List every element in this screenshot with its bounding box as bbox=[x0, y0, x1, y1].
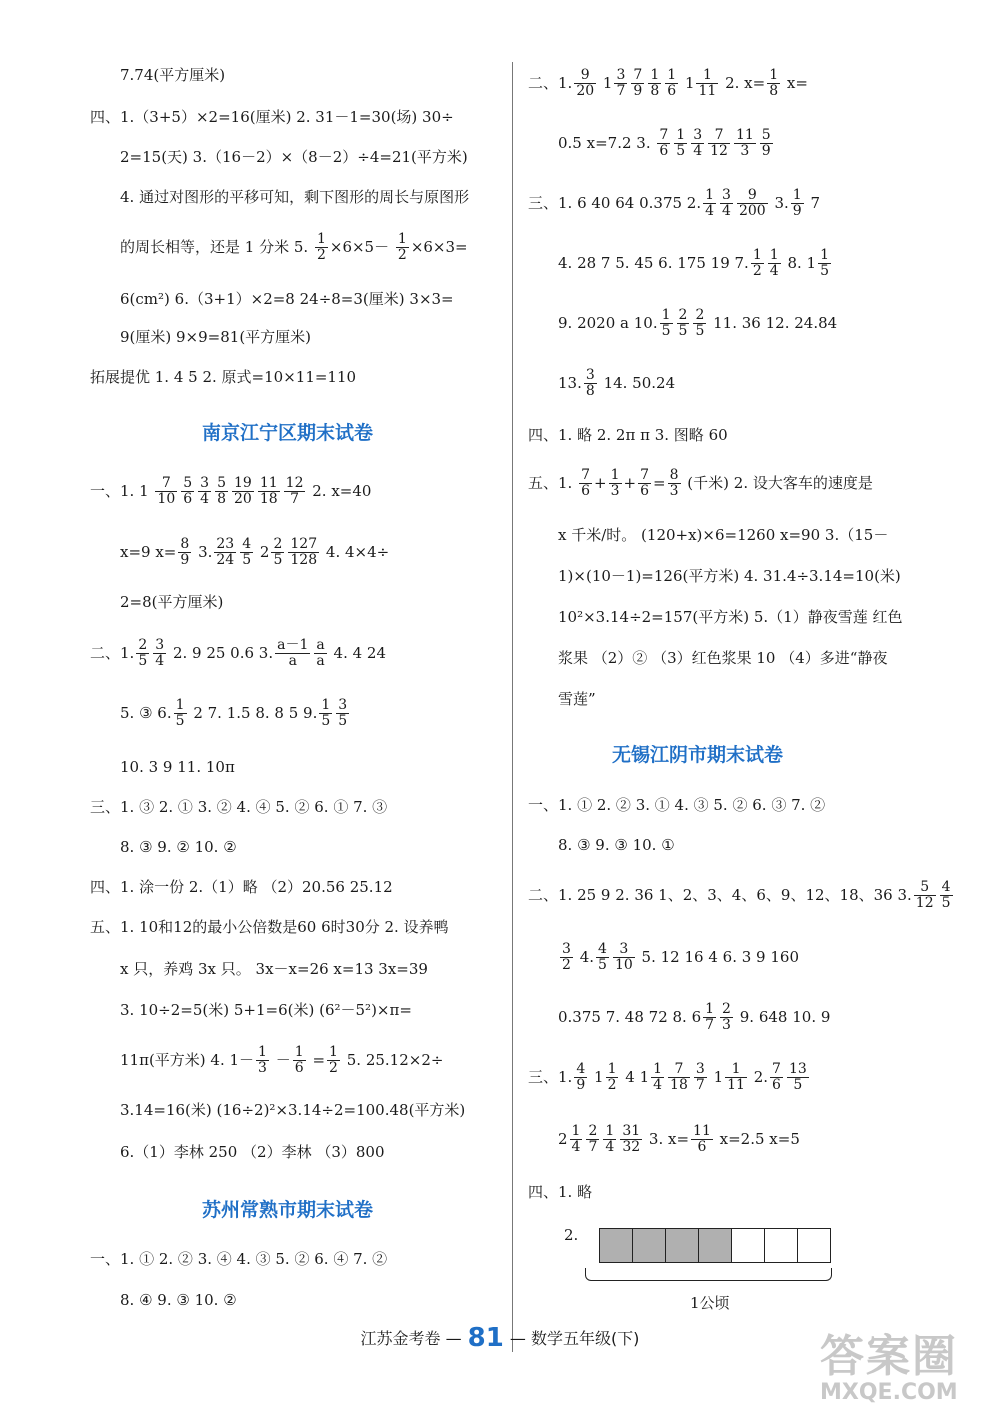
denominator: 7 bbox=[588, 1139, 598, 1156]
fraction bbox=[613, 942, 635, 974]
fraction bbox=[725, 1062, 747, 1094]
denominator: 12 bbox=[710, 143, 728, 160]
answer-line: 2=15(天) 3.（16－2）×（8－2）÷4=21(平方米) bbox=[120, 148, 468, 166]
denominator: 4 bbox=[722, 203, 731, 220]
numerator: 3 bbox=[338, 697, 348, 713]
answer-line: 2. bbox=[564, 1226, 579, 1244]
answer-line: 9(厘米) 9×9=81(平方厘米) bbox=[120, 328, 312, 346]
denominator: 5 bbox=[598, 957, 607, 974]
numerator: 7 bbox=[659, 127, 669, 143]
fraction bbox=[657, 128, 670, 160]
numerator: 7 bbox=[581, 467, 591, 483]
denominator: 5 bbox=[820, 263, 829, 280]
numerator: 2 bbox=[273, 536, 283, 552]
denominator: 2 bbox=[397, 247, 407, 264]
section-title: 南京江宁区期末试卷 bbox=[202, 422, 374, 444]
numerator: 11 bbox=[259, 475, 278, 491]
fraction bbox=[155, 476, 177, 508]
answer-line: 雪莲” bbox=[558, 690, 596, 708]
answer-line: 6.（1）李林 250 （2）李林 （3）800 bbox=[120, 1143, 385, 1161]
fraction bbox=[674, 128, 687, 160]
fraction bbox=[693, 308, 706, 340]
fraction bbox=[620, 1124, 642, 1156]
fraction bbox=[734, 128, 756, 160]
answer-line: 3.14=16(米) (16÷2)²×3.14÷2=100.48(平方米) bbox=[120, 1101, 466, 1119]
numerator: 3 bbox=[585, 367, 595, 383]
dash: — bbox=[445, 1329, 462, 1348]
answer-line: 8. ③ 9. ② 10. ② bbox=[120, 838, 237, 856]
column-divider bbox=[512, 62, 513, 1352]
numerator: 7 bbox=[155, 476, 177, 492]
denominator: 7 bbox=[695, 1077, 705, 1094]
fraction bbox=[584, 368, 597, 400]
numerator: 4 bbox=[598, 941, 607, 957]
denominator: 128 bbox=[290, 552, 318, 569]
answer-line: 2 $\frac{1}{4}$ $\frac{2}{7}$ $\frac{1}{4}$ $\frac{31}{32}$ 3. x= $\frac{11}{6}$ x=2.5 x=5 bbox=[558, 1123, 800, 1156]
denominator: 5 bbox=[695, 323, 705, 340]
numerator: 3 bbox=[616, 67, 626, 83]
fraction bbox=[648, 68, 661, 100]
shaded-cell bbox=[665, 1228, 699, 1263]
numerator: 1 bbox=[792, 187, 802, 203]
answer-line: 13. $\frac{3}{8}$ 14. 50.24 bbox=[558, 367, 676, 400]
numerator: 2 bbox=[678, 307, 688, 323]
watermark-logo bbox=[820, 1320, 990, 1406]
answer-line: x 千米/时。 (120+x)×6=1260 x=90 3.（15－ bbox=[558, 526, 889, 544]
denominator: 24 bbox=[216, 552, 235, 569]
numerator: 3 bbox=[155, 637, 165, 653]
denominator: 5 bbox=[242, 552, 252, 569]
denominator: 6 bbox=[183, 491, 193, 508]
answer-line: 1)×(10－1)=126(平方米) 4. 31.4÷3.14=10(米) bbox=[558, 567, 901, 585]
denominator: 11 bbox=[727, 1077, 745, 1094]
denominator: 6 bbox=[697, 1139, 707, 1156]
numerator: 1 bbox=[696, 68, 718, 84]
numerator: 8 bbox=[180, 536, 190, 552]
fraction bbox=[691, 1124, 713, 1156]
fraction bbox=[665, 68, 678, 100]
fraction bbox=[703, 188, 716, 220]
fraction bbox=[178, 537, 191, 569]
numerator: 23 bbox=[216, 536, 235, 552]
fraction bbox=[708, 128, 730, 160]
numerator: 5 bbox=[217, 475, 226, 491]
denominator: 7 bbox=[705, 1017, 715, 1034]
denominator: 2 bbox=[607, 1077, 617, 1094]
denominator: 32 bbox=[622, 1139, 641, 1156]
section-title: 无锡江阴市期末试卷 bbox=[612, 744, 784, 766]
brace-shape bbox=[585, 1268, 832, 1281]
answer-line: x 只，养鸡 3x 只。 3x－x=26 x=13 3x=39 bbox=[120, 960, 428, 978]
denominator: 10 bbox=[157, 491, 176, 508]
numerator: 7 bbox=[708, 128, 730, 144]
answer-line: 二、1. $\frac{2}{5}$ $\frac{3}{4}$ 2. 9 25 0.6 3. $\frac{a-1}{a}$ $\frac{a}{a}$ 4. 4 24 bbox=[90, 637, 387, 670]
numerator: 1 bbox=[175, 697, 185, 713]
denominator: 7 bbox=[616, 83, 626, 100]
numerator: 7 bbox=[633, 67, 643, 83]
hectare-diagram bbox=[600, 1228, 834, 1263]
answer-line: 4. 28 7 5. 45 6. 175 19 7. $\frac{1}{2}$ $\frac{1}{4}$ 8. 1 $\frac{1}{5}$ bbox=[558, 247, 829, 280]
answer-line: 7.74(平方厘米) bbox=[120, 66, 226, 84]
answer-line: 一、1. 1 $\frac{7}{10}$ $\frac{5}{6}$ $\frac{3}{4}$ $\frac{5}{8}$ $\frac{19}{20}$ $\frac{11}{18}$ $\frac{12}{7}$ 2. x=40 bbox=[90, 475, 372, 508]
fraction bbox=[638, 468, 651, 500]
answer-line: 四、1. 略 bbox=[528, 1183, 593, 1201]
fraction bbox=[940, 880, 953, 912]
answer-line: 3. 10÷2=5(米) 5+1=6(米) (6²－5²)×π= bbox=[120, 1001, 412, 1019]
numerator: 13 bbox=[788, 1061, 807, 1077]
numerator: 5 bbox=[183, 475, 193, 491]
fraction bbox=[677, 308, 690, 340]
denominator: 10 bbox=[614, 957, 633, 974]
fraction bbox=[631, 68, 644, 100]
numerator: 1 bbox=[571, 1123, 581, 1139]
fraction bbox=[660, 308, 673, 340]
numerator: 1 bbox=[667, 67, 677, 83]
numerator: 1 bbox=[676, 127, 686, 143]
empty-cell bbox=[797, 1228, 831, 1263]
answer-line: 的周长相等，还是 1 分米 5. $\frac{1}{2}$ ×6×5－ $\frac{1}{2}$ ×6×3= bbox=[120, 231, 468, 264]
denominator: 5 bbox=[661, 323, 671, 340]
numerator: 2 bbox=[138, 637, 148, 653]
denominator: 3 bbox=[669, 483, 679, 500]
denominator: 5 bbox=[338, 713, 348, 730]
answer-line: $\frac{3}{2}$ 4. $\frac{4}{5}$ $\frac{3}{10}$ 5. 12 16 4 6. 3 9 160 bbox=[562, 941, 799, 974]
denominator: 2 bbox=[329, 1060, 338, 1077]
answer-line: 4. 通过对图形的平移可知，剩下图形的周长与原图形 bbox=[120, 188, 470, 206]
fraction bbox=[232, 476, 254, 508]
fraction bbox=[668, 468, 681, 500]
numerator: a－1 bbox=[277, 637, 309, 653]
numerator: a bbox=[316, 637, 325, 653]
fraction bbox=[315, 232, 328, 264]
fraction bbox=[737, 188, 768, 220]
fraction bbox=[271, 537, 284, 569]
fraction bbox=[240, 537, 253, 569]
fraction bbox=[574, 68, 596, 100]
denominator: 4 bbox=[693, 143, 703, 160]
numerator: 1 bbox=[321, 697, 331, 713]
fraction bbox=[586, 1124, 599, 1156]
fraction bbox=[791, 188, 804, 220]
empty-cell bbox=[764, 1228, 798, 1263]
fraction bbox=[256, 1045, 269, 1077]
answer-line: 11π(平方米) 4. 1－ $\frac{1}{3}$ － $\frac{1}{6}$ = $\frac{1}{2}$ 5. 25.12×2÷ bbox=[120, 1044, 444, 1077]
numerator: 5 bbox=[761, 127, 771, 143]
answer-line: 二、1. 25 9 2. 36 1、2、3、4、6、9、12、18、36 3. $\frac{5}{12}$ $\frac{4}{5}$ bbox=[528, 879, 951, 912]
denominator: 8 bbox=[650, 83, 660, 100]
dash: — bbox=[509, 1329, 526, 1348]
denominator: 9 bbox=[576, 1077, 586, 1094]
denominator: 6 bbox=[581, 483, 591, 500]
answer-line: 五、1. $\frac{7}{6}$ + $\frac{1}{3}$ + $\frac{7}{6}$ = $\frac{8}{3}$ (千米) 2. 设大客车的速度是 bbox=[528, 467, 873, 500]
fraction bbox=[703, 1002, 716, 1034]
page-number: 81 bbox=[467, 1323, 504, 1353]
fraction bbox=[720, 1002, 733, 1034]
answer-line: 0.5 x=7.2 3. $\frac{7}{6}$ $\frac{1}{5}$ $\frac{3}{4}$ $\frac{7}{12}$ $\frac{11}{3}$ $\frac{5}{9}$ bbox=[558, 127, 771, 160]
fraction bbox=[767, 68, 780, 100]
numerator: 1 bbox=[610, 467, 620, 483]
fraction bbox=[174, 698, 187, 730]
numerator: 1 bbox=[650, 67, 660, 83]
numerator: 4 bbox=[941, 879, 951, 895]
fraction bbox=[768, 248, 781, 280]
empty-cell bbox=[731, 1228, 765, 1263]
denominator: 18 bbox=[259, 491, 278, 508]
denominator: 200 bbox=[738, 203, 766, 220]
answer-line: 10²×3.14÷2=157(平方米) 5.（1）静夜雪莲 红色 bbox=[558, 608, 903, 626]
fraction bbox=[787, 1062, 809, 1094]
denominator: 8 bbox=[217, 491, 226, 508]
denominator: 4 bbox=[155, 653, 165, 670]
fraction bbox=[293, 1045, 306, 1077]
numerator: 1 bbox=[705, 187, 715, 203]
fraction bbox=[694, 1062, 707, 1094]
answer-line: 三、1. 6 40 64 0.375 2. $\frac{1}{4}$ $\frac{3}{4}$ $\frac{9}{200}$ 3. $\frac{1}{9}$ 7 bbox=[528, 187, 821, 220]
denominator: 20 bbox=[576, 83, 595, 100]
denominator: 4 bbox=[571, 1139, 581, 1156]
numerator: 1 bbox=[752, 247, 762, 263]
fraction bbox=[579, 468, 592, 500]
numerator: 3 bbox=[200, 475, 210, 491]
answer-line: 0.375 7. 48 72 8. 6 $\frac{1}{7}$ $\frac{2}{3}$ 9. 648 10. 9 bbox=[558, 1001, 831, 1034]
fraction bbox=[215, 476, 228, 508]
numerator: 11 bbox=[693, 1123, 711, 1139]
fraction bbox=[914, 880, 936, 912]
numerator: 1 bbox=[294, 1044, 304, 1060]
answer-line: 8. ③ 9. ③ 10. ① bbox=[558, 836, 675, 854]
denominator: 2 bbox=[752, 263, 762, 280]
diagram-label: 1公顷 bbox=[690, 1294, 730, 1312]
answer-line: 一、1. ① 2. ② 3. ① 4. ③ 5. ② 6. ③ 7. ② bbox=[528, 796, 826, 814]
numerator: 9 bbox=[574, 68, 596, 84]
denominator: 4 bbox=[769, 263, 779, 280]
denominator: 7 bbox=[290, 491, 300, 508]
numerator: 3 bbox=[562, 941, 571, 957]
fraction bbox=[818, 248, 831, 280]
fraction bbox=[181, 476, 194, 508]
fraction bbox=[198, 476, 211, 508]
denominator: 4 bbox=[705, 203, 715, 220]
denominator: 18 bbox=[670, 1077, 688, 1094]
fraction bbox=[696, 68, 718, 100]
numerator: 1 bbox=[316, 231, 326, 247]
fraction bbox=[570, 1124, 583, 1156]
numerator: 12 bbox=[285, 475, 304, 491]
fraction bbox=[214, 537, 236, 569]
fraction bbox=[336, 698, 349, 730]
numerator: 31 bbox=[622, 1123, 641, 1139]
denominator: a bbox=[316, 653, 325, 670]
watermark-url: MXQE.COM bbox=[820, 1380, 958, 1405]
answer-line: 四、1. 涂一份 2.（1）略 （2）20.56 25.12 bbox=[90, 878, 393, 896]
fraction bbox=[284, 476, 306, 508]
fraction bbox=[136, 638, 149, 670]
numerator: 1 bbox=[258, 1044, 267, 1060]
denominator: 5 bbox=[175, 713, 185, 730]
answer-line: 一、1. ① 2. ② 3. ④ 4. ③ 5. ② 6. ④ 7. ② bbox=[90, 1250, 388, 1268]
numerator: 2 bbox=[695, 307, 705, 323]
fraction bbox=[760, 128, 773, 160]
denominator: 5 bbox=[678, 323, 688, 340]
answer-line: 四、1.（3+5）×2=16(厘米) 2. 31－1=30(场) 30÷ bbox=[90, 108, 454, 126]
numerator: 3 bbox=[722, 187, 731, 203]
fraction bbox=[603, 1124, 616, 1156]
denominator: 2 bbox=[316, 247, 326, 264]
numerator: 11 bbox=[735, 127, 754, 143]
numerator: 3 bbox=[693, 127, 703, 143]
watermark-text: 答案圈 bbox=[820, 1331, 958, 1382]
denominator: 6 bbox=[667, 83, 677, 100]
fraction bbox=[153, 638, 166, 670]
subject-label: 数学五年级(下) bbox=[530, 1329, 640, 1348]
numerator: 3 bbox=[613, 942, 635, 958]
numerator: 1 bbox=[661, 307, 671, 323]
denominator: 6 bbox=[640, 483, 650, 500]
answer-line: 三、1. $\frac{4}{9}$ 1 $\frac{1}{2}$ 4 1 $\frac{1}{4}$ $\frac{7}{18}$ $\frac{3}{7}$ 1 $\frac{1}{11}$ 2. $\frac{7}{6}$ $\frac{13}{5}$ bbox=[528, 1061, 807, 1094]
denominator: 8 bbox=[769, 83, 779, 100]
denominator: 5 bbox=[676, 143, 686, 160]
fraction bbox=[560, 942, 573, 974]
denominator: 5 bbox=[793, 1077, 803, 1094]
answer-line: 浆果 （2）② （3）红色浆果 10 （4）多进“静夜 bbox=[558, 649, 888, 667]
numerator: 1 bbox=[397, 231, 407, 247]
denominator: 3 bbox=[610, 483, 620, 500]
denominator: 6 bbox=[294, 1060, 304, 1077]
answer-line: 10. 3 9 11. 10π bbox=[120, 758, 235, 776]
fraction bbox=[751, 248, 764, 280]
denominator: 3 bbox=[740, 143, 750, 160]
answer-line: 二、1. $\frac{9}{20}$ 1 $\frac{3}{7}$ $\frac{7}{9}$ $\frac{1}{8}$ $\frac{1}{6}$ 1 $\frac{1}{11}$ 2. x= $\frac{1}{8}$ x= bbox=[528, 67, 808, 100]
answer-line: 5. ③ 6. $\frac{1}{5}$ 2 7. 1.5 8. 8 5 9. $\frac{1}{5}$ $\frac{3}{5}$ bbox=[120, 697, 348, 730]
fraction bbox=[319, 698, 332, 730]
denominator: 11 bbox=[698, 83, 717, 100]
book-title: 江苏金考卷 bbox=[360, 1329, 441, 1348]
numerator: 7 bbox=[772, 1061, 781, 1077]
numerator: 4 bbox=[576, 1061, 586, 1077]
denominator: 3 bbox=[722, 1017, 731, 1034]
answer-line: 8. ④ 9. ③ 10. ② bbox=[120, 1291, 237, 1309]
numerator: 127 bbox=[290, 536, 318, 552]
answer-line: 9. 2020 a 10. $\frac{1}{5}$ $\frac{2}{5}$ $\frac{2}{5}$ 11. 36 12. 24.84 bbox=[558, 307, 838, 340]
answer-line: 6(cm²) 6.（3+1）×2=8 24÷8=3(厘米) 3×3= bbox=[120, 290, 454, 308]
shaded-cell bbox=[632, 1228, 666, 1263]
numerator: 7 bbox=[668, 1062, 690, 1078]
numerator: 1 bbox=[769, 247, 779, 263]
numerator: 9 bbox=[737, 188, 768, 204]
fraction bbox=[668, 1062, 690, 1094]
fraction bbox=[720, 188, 733, 220]
answer-line: 拓展提优 1. 4 5 2. 原式=10×11=110 bbox=[90, 368, 357, 386]
denominator: a bbox=[288, 653, 297, 670]
denominator: 5 bbox=[321, 713, 331, 730]
answer-line: 四、1. 略 2. 2π π 3. 图略 60 bbox=[528, 426, 728, 444]
denominator: 4 bbox=[605, 1139, 615, 1156]
denominator: 9 bbox=[761, 143, 771, 160]
denominator: 4 bbox=[653, 1077, 663, 1094]
answer-line: 三、1. ③ 2. ① 3. ② 4. ④ 5. ② 6. ① 7. ③ bbox=[90, 798, 388, 816]
numerator: 3 bbox=[695, 1061, 705, 1077]
numerator: 1 bbox=[605, 1123, 615, 1139]
section-title: 苏州常熟市期末试卷 bbox=[202, 1199, 374, 1221]
numerator: 7 bbox=[640, 467, 650, 483]
fraction bbox=[609, 468, 622, 500]
shaded-cell bbox=[698, 1228, 732, 1263]
numerator: 4 bbox=[242, 536, 252, 552]
denominator: 5 bbox=[273, 552, 283, 569]
numerator: 1 bbox=[705, 1001, 715, 1017]
denominator: 2 bbox=[562, 957, 571, 974]
numerator: 2 bbox=[722, 1001, 731, 1017]
denominator: 6 bbox=[659, 143, 669, 160]
denominator: 3 bbox=[258, 1060, 267, 1077]
fraction bbox=[314, 638, 326, 670]
numerator: 1 bbox=[820, 247, 829, 263]
numerator: 1 bbox=[329, 1044, 338, 1060]
denominator: 4 bbox=[200, 491, 210, 508]
fraction bbox=[614, 68, 627, 100]
denominator: 5 bbox=[941, 895, 951, 912]
denominator: 12 bbox=[915, 895, 934, 912]
numerator: 5 bbox=[914, 880, 936, 896]
denominator: 6 bbox=[772, 1077, 781, 1094]
denominator: 20 bbox=[234, 491, 252, 508]
answer-line: 五、1. 10和12的最小公倍数是60 6时30分 2. 设养鸭 bbox=[90, 918, 449, 936]
fraction bbox=[258, 476, 280, 508]
fraction bbox=[327, 1045, 340, 1077]
numerator: 8 bbox=[669, 467, 679, 483]
denominator: 9 bbox=[792, 203, 802, 220]
numerator: 1 bbox=[653, 1061, 663, 1077]
fraction bbox=[596, 942, 609, 974]
numerator: 19 bbox=[234, 475, 252, 491]
fraction bbox=[275, 638, 310, 670]
answer-line: x=9 x= $\frac{8}{9}$ 3. $\frac{23}{24}$ $\frac{4}{5}$ 2 $\frac{2}{5}$ $\frac{127}{128}$ 4. 4×4÷ bbox=[120, 536, 390, 569]
fraction bbox=[770, 1062, 783, 1094]
fraction bbox=[691, 128, 704, 160]
denominator: 9 bbox=[180, 552, 190, 569]
numerator: 1 bbox=[725, 1062, 747, 1078]
fraction bbox=[606, 1062, 619, 1094]
numerator: 1 bbox=[607, 1061, 617, 1077]
fraction bbox=[288, 537, 319, 569]
fraction bbox=[651, 1062, 664, 1094]
denominator: 9 bbox=[633, 83, 643, 100]
denominator: 8 bbox=[585, 383, 595, 400]
numerator: 2 bbox=[588, 1123, 598, 1139]
fraction bbox=[396, 232, 409, 264]
denominator: 5 bbox=[138, 653, 148, 670]
fraction bbox=[574, 1062, 587, 1094]
shaded-cell bbox=[599, 1228, 633, 1263]
numerator: 1 bbox=[769, 67, 779, 83]
answer-line: 2=8(平方厘米) bbox=[120, 593, 224, 611]
